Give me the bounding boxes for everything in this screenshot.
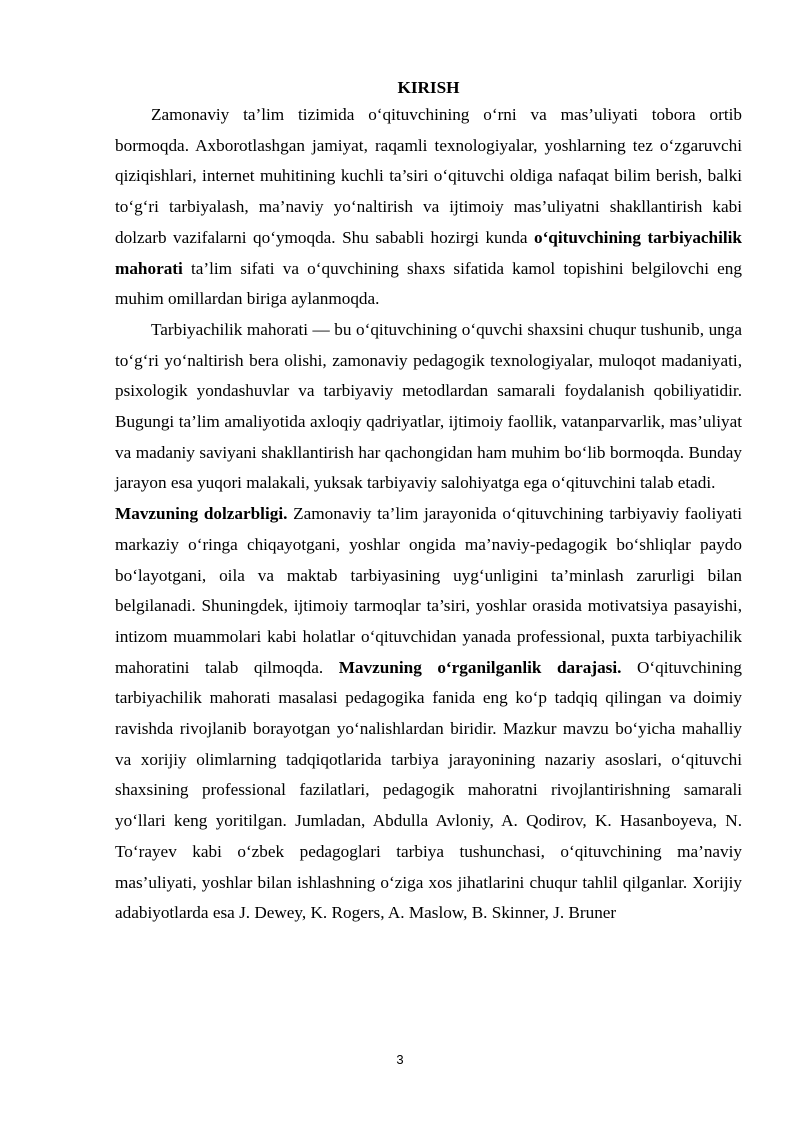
paragraph-intro <box>115 100 742 315</box>
relevance-heading: Mavzuning dolzarbligi. <box>115 504 288 524</box>
section-title: KIRISH <box>397 78 460 97</box>
study-degree-text: O‘qituvchining tarbiyachilik mahorati masalasi pedagogika fanida eng ko‘p tadqiq qilingan va doimiy ravishda rivojlanib borayotgan yo‘nalishlardan biridir. Mazkur mavzu bo‘yicha mahalliy va xorijiy olimlarning tadqiqotlarida tarbiya jarayonining nazariy asoslari, o‘qituvchi shaxsining professional fazilatlari, pedagogik mahoratni rivojlantirishning samarali yo‘llari keng yoritilgan. Jumladan, Abdulla Avloniy, A. Qodirov, K. Hasanboyeva, N. To‘rayev kabi o‘zbek pedagoglari tarbiya tushunchasi, o‘qituvchining ma’naviy mas’uliyati, yoshlar bilan ishlashning o‘ziga xos jihatlarini chuqur tahlil qilganlar. Xorijiy adabiyotlarda esa J. Dewey, K. Rogers, A. Maslow, B. Skinner, J. Bruner <box>115 657 742 923</box>
relevance-text: Zamonaviy ta’lim jarayonida o‘qituvchining tarbiyaviy faoliyati markaziy o‘ringa chiqayotgani, yoshlar ongida ma’naviy-pedagogik bo‘shliqlar paydo bo‘layotgani, oila va maktab tarbiyasining uyg‘unligini ta’minlash zarurligi bilan belgilanadi. Shuningdek, ijtimoiy tarmoqlar ta’siri, yoshlar orasida motivatsiya pasayishi, intizom muammolari kabi holatlar o‘qituvchidan yanada professional, puxta tarbiyachilik mahoratini talab qilmoqda. <box>115 504 742 677</box>
page-number: 3 <box>396 1052 404 1067</box>
document-page <box>115 78 742 929</box>
study-degree-heading: Mavzuning o‘rganilganlik darajasi. <box>323 657 622 677</box>
paragraph-definition: Tarbiyachilik mahorati — bu o‘qituvchining o‘quvchi shaxsini chuqur tushunib, unga to‘g‘ri yo‘naltirish bera olishi, zamonaviy pedagogik texnologiyalar, muloqot madaniyati, psixologik yondashuvlar va tarbiyaviy metodlardan samarali foydalanish qobiliyatidir. Bugungi ta’lim amaliyotida axloqiy qadriyatlar, ijtimoiy faollik, vatanparvarlik, mas’uliyat va madaniy saviyani shakllantirish har qachongidan ham muhim bo‘lib bormoqda. Bunday jarayon esa yuqori malakali, yuksak tarbiyaviy salohiyatga ega o‘qituvchini talab etadi. <box>115 319 742 493</box>
paragraph-intro-text-end: ta’lim sifati va o‘quvchining shaxs sifatida kamol topishini belgilovchi eng muhim omillardan biriga aylanmoqda. <box>115 258 742 309</box>
paragraph-intro-text: Zamonaviy ta’lim tizimida o‘qituvchining o‘rni va mas’uliyati tobora ortib bormoqda. Axborotlashgan jamiyat, raqamli texnologiyalar, yoshlarning tez o‘zgaruvchi qiziqishlari, internet muhitining kuchli ta’siri o‘qituvchi oldiga nafaqat bilim berish, balki to‘g‘ri tarbiyalash, ma’naviy yo‘naltirish va ijtimoiy mas’uliyatni shakllantirish kabi dolzarb vazifalarni qo‘ymoqda. Shu sababli hozirgi kunda <box>115 105 742 247</box>
paragraph-relevance <box>115 499 742 929</box>
paragraph-intro-bold: o‘qituvchining tarbiyachilik mahorati <box>115 227 742 278</box>
